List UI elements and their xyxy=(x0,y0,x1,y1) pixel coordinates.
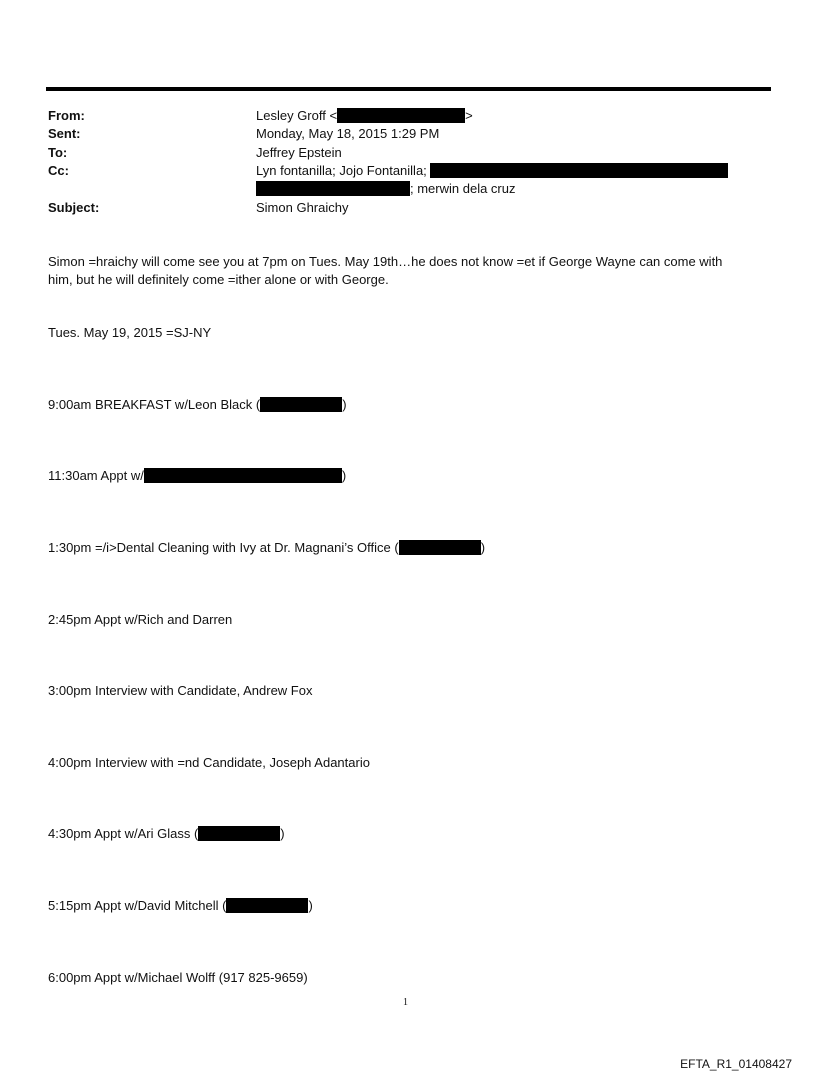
redaction-bar xyxy=(226,898,308,913)
subject-label: Subject: xyxy=(48,200,100,215)
from-value-prefix: Lesley Groff < xyxy=(256,108,338,123)
to-label: To: xyxy=(48,145,68,160)
cc-names: Lyn fontanilla; Jojo Fontanilla; xyxy=(256,163,427,178)
redaction-bar xyxy=(430,163,728,178)
schedule-item: 2:45pm Appt w/Rich and Darren xyxy=(48,612,233,627)
schedule-item: 6:00pm Appt w/Michael Wolff (917 825-9659) xyxy=(48,970,308,985)
schedule-item: 3:00pm Interview with Candidate, Andrew Fox xyxy=(48,683,313,698)
schedule-item xyxy=(48,897,313,915)
from-value xyxy=(256,108,473,124)
schedule-item-text: 11:30am Appt w/ xyxy=(48,468,144,483)
cc-names-continued: ; merwin dela cruz xyxy=(410,181,516,196)
message-paragraph xyxy=(48,253,758,289)
sent-label: Sent: xyxy=(48,126,81,141)
schedule-item-text: ) xyxy=(341,468,347,483)
to-value: Jeffrey Epstein xyxy=(256,145,342,160)
schedule-item xyxy=(48,396,347,414)
schedule-item xyxy=(48,539,485,557)
cc-value-line1 xyxy=(256,163,728,179)
paragraph-line: Simon =hraichy will come see you at 7pm on Tues. May 19th…he does not know =et if George Wayne can come with xyxy=(48,254,723,269)
page-number: 1 xyxy=(403,997,408,1008)
schedule-item-text: 9:00am BREAKFAST w/Leon Black ( xyxy=(48,397,261,412)
schedule-item-text: ) xyxy=(280,826,285,841)
redaction-bar xyxy=(256,181,410,196)
schedule-item: 4:00pm Interview with =nd Candidate, Joseph Adantario xyxy=(48,755,370,770)
schedule-item-text: 1:30pm =/i>Dental Cleaning with Ivy at Dr. Magnani’s Office ( xyxy=(48,540,399,555)
redaction-bar xyxy=(337,108,465,123)
schedule-item-text: 5:15pm Appt w/David Mitchell ( xyxy=(48,898,227,913)
header-rule xyxy=(46,87,771,91)
schedule-item xyxy=(48,825,285,843)
schedule-item-text: ) xyxy=(480,540,486,555)
sent-value: Monday, May 18, 2015 1:29 PM xyxy=(256,126,440,141)
subject-value: Simon Ghraichy xyxy=(256,200,349,215)
from-value-suffix: > xyxy=(465,108,473,123)
paragraph-line: him, but he will definitely come =ither alone or with George. xyxy=(48,272,389,287)
schedule-item-text: ) xyxy=(308,898,313,913)
schedule-date: Tues. May 19, 2015 =SJ-NY xyxy=(48,325,212,340)
redaction-bar xyxy=(198,826,280,841)
redaction-bar xyxy=(144,468,342,483)
schedule-item-text: 4:30pm Appt w/Ari Glass ( xyxy=(48,826,199,841)
redaction-bar xyxy=(399,540,481,555)
cc-label: Cc: xyxy=(48,163,69,178)
schedule-item-text: ) xyxy=(342,397,347,412)
redaction-bar xyxy=(260,397,342,412)
document-id: EFTA_R1_01408427 xyxy=(680,1057,792,1071)
schedule-item xyxy=(48,467,346,485)
from-label: From: xyxy=(48,108,85,123)
cc-value-line2 xyxy=(256,181,515,197)
